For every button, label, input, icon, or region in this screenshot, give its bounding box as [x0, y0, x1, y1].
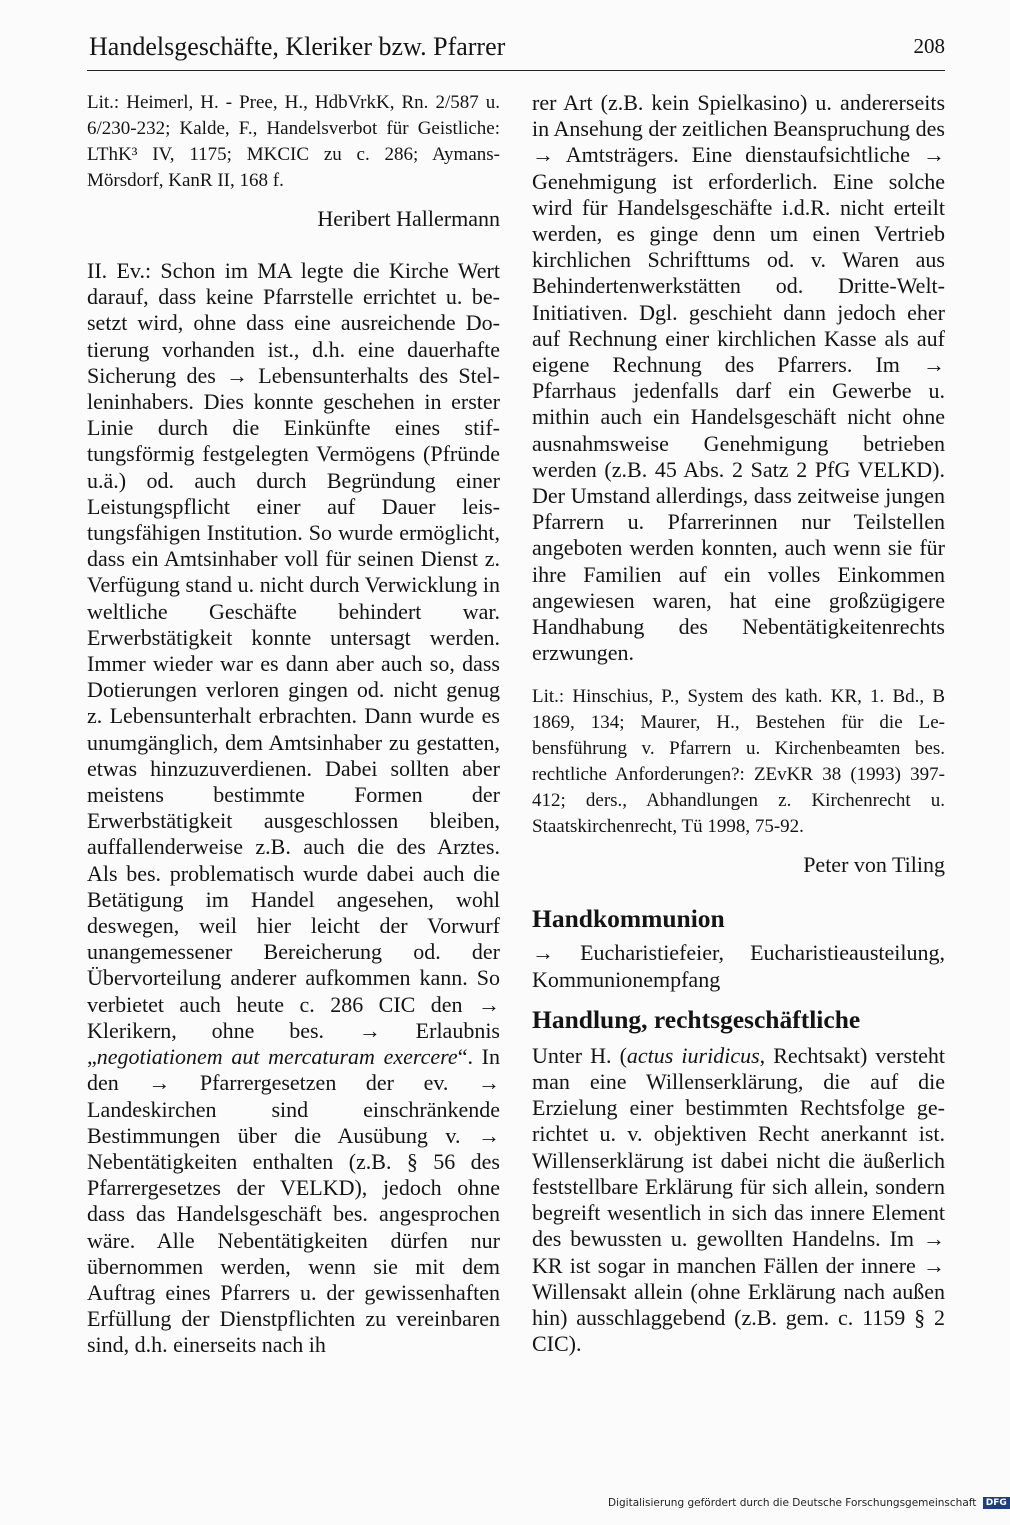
author-signature: Peter von Tiling — [803, 852, 945, 878]
cross-reference: → Eucharistiefeier, Eucharistieausteilung, Kommunionempfang — [532, 940, 945, 992]
literature-list: Lit.: Hinschius, P., System des kath. KR, 1. Bd., B 1869, 134; Maurer, H., Bestehen für die Lebensführung v. Pfarrern u. Kirchenbeamten bes. rechtliche Anforderungen?: ZEvKR 38 (1993) 397-412; ders., Abhandlungen z. Kirchenrecht u. Staatskirchenrecht, Tü 1998, 75-92. — [532, 686, 945, 838]
latin-term: actus iuridicus — [626, 1042, 760, 1068]
credit-text: Digitalisierung gefördert durch die Deutsche Forschungsgemeinschaft — [608, 1497, 977, 1509]
definition-text-part: , Rechtsakt) versteht man eine Willenserklärung, die auf die Erzielung einer bestimmten Rechtsfolge gerichtet u. v. objektiven Recht anerkannt ist. Willenserklärung ist dabei nicht die äußerlich feststellbare Erklärung für sich allein, sondern begreift wesentlich in sich das innere Element des bewussten u. gewollten Handelns. Im → KR ist sogar in manchen Fällen der innere → Willensakt allein (ohne Erklärung nach außen hin) ausschlaggebend (z.B. gem. c. 1159 § 2 CIC). — [532, 1042, 945, 1357]
left-column — [87, 90, 500, 1359]
author-signature: Heribert Hallermann — [317, 206, 500, 231]
running-head: Handelsgeschäfte, Kleriker bzw. Pfarrer — [89, 32, 506, 61]
entry-heading: Handkommunion — [532, 904, 725, 934]
definition-text — [532, 1043, 945, 1357]
page-header — [87, 30, 945, 71]
literature-list: Lit.: Heimerl, H. - Pree, H., HdbVrkK, Rn. 2/587 u. 6/230-232; Kalde, F., Handelsverbot für Geistliche: LThK³ IV, 1175; MKCIC zu c. 286; Aymans-Mörsdorf, KanR II, 168 f. — [87, 92, 500, 191]
entry-heading: Handlung, rechtsgeschäftliche — [532, 1004, 861, 1034]
section-text-part: II. Ev.: Schon im MA legte die Kirche Wert darauf, dass keine Pfarrstelle errichtet u. besetzt wird, ohne dass eine ausreichende Dotierung vorhanden ist., d.h. eine dauerhafte Sicherung des → Lebensunterhalts des Stelleninhabers. Dies konnte geschehen in erster Linie durch die Einkünfte eines stiftungsförmig festgelegten Vermögens (Pfründe u.ä.) od. auch durch Begründung einer Leistungspflicht einer auf Dauer leistungsfähigen Institution. So wurde ermöglicht, dass ein Amtsinhaber voll für seinen Dienst z. Verfügung stand u. nicht durch Verwicklung in weltliche Geschäfte behindert war. Erwerbstätigkeit konnte untersagt werden. Immer wieder war es dann aber auch so, dass Dotierungen verloren gingen od. nicht genug z. Lebensunterhalt erbrachten. Dann wurde es unumgänglich, dem Amtsinhaber zu gestatten, etwas hinzuzuverdienen. Dabei sollten aber meistens bestimmte Formen der Erwerbstätigkeit ausgeschlossen bleiben, auffallenderweise z.B. auch die des Arztes. Als bes. problematisch wurde dabei auch die Betätigung im Handel angesehen, wohl deswegen, weil hier leicht der Vorwurf unangemessener Bereicherung od. der Übervorteilung anderer aufkommen kann. So verbietet auch heute c. 286 CIC den → Klerikern, ohne bes. → Erlaubnis „ — [87, 258, 500, 1070]
page-number: 208 — [913, 34, 945, 58]
section-text-continued: rer Art (z.B. kein Spielkasino) u. andererseits in Ansehung der zeitlichen Beanspruchung des → Amtsträgers. Eine dienstaufsichtliche → Genehmigung ist erforderlich. Eine solche wird für Handelsgeschäfte i.d.R. nicht erteilt werden, es ginge denn um einen Vertrieb kirchlichen Schrifttums od. v. Waren aus Behindertenwerkstätten od. Dritte-Welt-Initiativen. Dgl. geschieht dann jedoch eher auf Rechnung einer kirchlichen Kasse als auf eigene Rechnung des Pfarrers. Im → Pfarrhaus jedenfalls darf ein Gewerbe u. mithin auch ein Handelsgeschäft nicht ohne ausnahmsweise Genehmigung betrieben werden (z.B. 45 Abs. 2 Satz 2 PfG VELKD). Der Umstand allerdings, dass zeitweise jungen Pfarrern u. Pfarrerinnen nur Teilstellen angeboten werden konnten, auch wenn sie für ihre Familien auf ein volles Einkommen angewiesen waren, hat eine großzügigere Handhabung des Nebentätigkeitenrechts erzwungen. — [532, 90, 945, 666]
definition-text-part: Unter H. ( — [532, 1042, 627, 1068]
digitization-credit — [608, 1497, 1010, 1509]
section-text-part: “. In den → Pfarrergesetzen der ev. → Landeskirchen sind einschränkende Bestimmungen über die Ausübung v. → Nebentätigkeiten enthalten (z.B. § 56 des Pfarrergesetzes der VELKD), jedoch ohne dass das Handelsgeschäft bes. angesprochen wäre. Alle Nebentätigkeiten dürfen nur übernommen werden, wenn sie mit dem Auftrag eines Pfarrers u. der gewissenhaften Erfüllung der Dienstpflichten zu vereinbaren sind, d.h. einerseits nach ih — [87, 1044, 501, 1358]
dfg-logo: DFG — [983, 1497, 1010, 1509]
right-column — [532, 90, 945, 1357]
latin-quote: negotiationem aut mercaturam exercere — [96, 1044, 458, 1070]
section-text — [87, 258, 500, 1359]
